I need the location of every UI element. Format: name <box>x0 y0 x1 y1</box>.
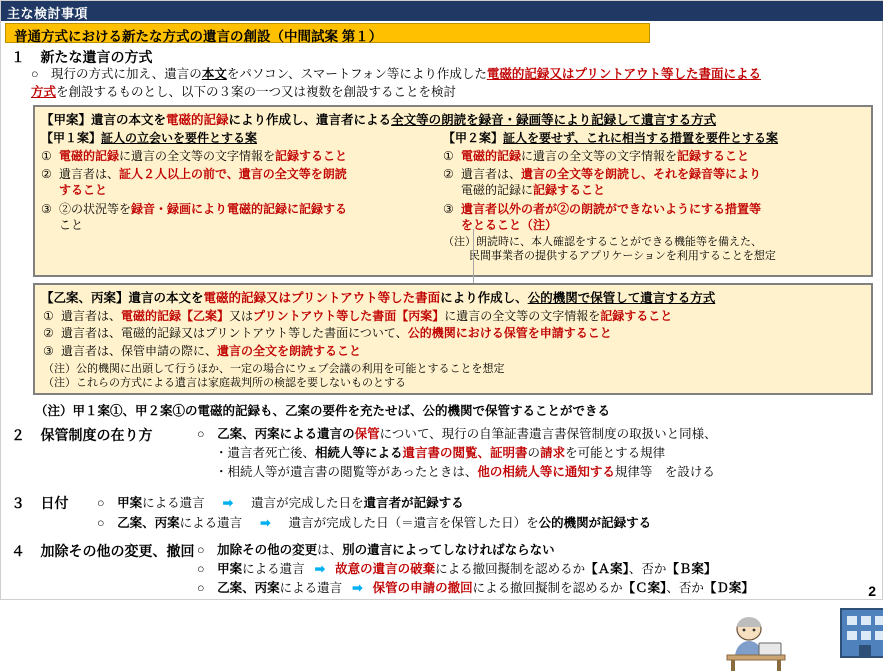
boxB-head-4: により作成し、 <box>440 291 528 305</box>
boxB-head-2: 遺言の本文を <box>128 291 204 305</box>
boxB-head-3: 電磁的記録又はプリントアウト等した書面 <box>203 291 441 305</box>
s2-b1-3: 遺言書の閲覧、証明書 <box>402 445 528 460</box>
s3-row-1 <box>97 493 877 513</box>
otsu-item-2-text <box>61 325 863 342</box>
s3-row-2-r2: 公的機関が記録する <box>538 516 652 530</box>
s2-b1-4: の <box>527 445 541 460</box>
otsu-item-1-t1: 遺言者は、 <box>61 309 122 323</box>
elderly-person-at-desk-illustration <box>725 615 787 671</box>
s4-row-1-r2: による撤回擬制を認めるか <box>435 561 586 576</box>
arrow-right-icon-2: ➡ <box>260 516 271 530</box>
s3-row-1-bullet: ○ <box>97 496 118 510</box>
boxB-head-1: 【乙案、丙案】 <box>41 291 129 305</box>
kou2-note-line-1: （注）朗読時に、本人確認をすることができる機能等を備えた、 <box>443 235 762 248</box>
s4-row-1-r3: 【Ａ案】 <box>585 561 629 576</box>
supplementary-note: （注）甲１案①、甲２案①の電磁的記録も、乙案の要件を充たせば、公的機関で保管することができる <box>35 404 611 418</box>
kou2-item-1-t1: 電磁的記録 <box>461 149 522 163</box>
s2-bullet-1 <box>197 444 877 463</box>
otsu-item-2-index: ② <box>43 326 54 341</box>
arrow-right-icon-4: ➡ <box>352 580 363 595</box>
box-kou1-column <box>35 129 439 264</box>
s4-row-1-r1: 故意の遺言の破棄 <box>335 561 436 576</box>
section-2-number: ２ <box>11 427 25 443</box>
s2-b1-6: を可能とする規律 <box>565 445 666 460</box>
s3-row-2-r1: 遺言が完成した日（＝遺言を保管した日）を <box>288 516 539 530</box>
kou2-item-3-t2: をとること（注） <box>461 217 558 232</box>
kou1-item-1-t2: に遺言の全文等の文字情報を <box>119 149 276 163</box>
kou1-item-3-t1: ②の状況等を <box>59 201 132 216</box>
kou2-item-2-t1: 遺言者は、 <box>461 167 522 182</box>
otsu-item-3-t1: 遺言者は、保管申請の際に、 <box>61 343 218 358</box>
s4-row-2-r2: による撤回擬制を認めるか <box>472 580 623 595</box>
kou2-item-1-index: ① <box>443 149 454 163</box>
public-institution-building-icon <box>835 603 883 661</box>
s4-row-2-bullet: ○ <box>197 580 218 595</box>
s4-row-1-r4: 、否か <box>628 561 667 576</box>
s2-b1-1: ・遺言者死亡後、 <box>215 445 316 460</box>
kou2-item-3-text <box>461 201 865 233</box>
kou1-item-3-t2: 録音・録画により電磁的記録に記録する <box>131 201 348 216</box>
kou1-item-2 <box>41 166 435 198</box>
boxA-head-4: により作成し、遺言者による <box>228 113 392 127</box>
boxA-head-3: 電磁的記録 <box>166 113 229 127</box>
otsu-item-2-t1: 遺言者は、電磁的記録又はプリントアウト等した書面について、 <box>61 326 408 341</box>
s4-lead-3: は、 <box>317 543 343 557</box>
boxA-head-1: 【甲案】 <box>41 113 92 127</box>
section-1-heading <box>11 47 152 67</box>
s2-b1-2: 相続人等による <box>315 445 403 460</box>
kou2-item-2-text <box>461 166 865 198</box>
arrow-right-icon-3: ➡ <box>314 561 326 576</box>
kou2-item-2 <box>443 166 865 198</box>
s2-lead-1: ○ <box>197 427 218 441</box>
s4-lead-2: 加除その他の変更 <box>217 543 318 557</box>
box-kou2-column <box>439 129 869 264</box>
kou1-item-2-index: ② <box>41 167 52 182</box>
section-3-body <box>97 493 877 533</box>
s3-row-2-l1: 乙案、丙案 <box>117 516 180 530</box>
s4-row-1-bullet: ○ <box>197 561 218 576</box>
section-1-title: 新たな遺言の方式 <box>40 49 153 65</box>
kou1-title <box>41 129 435 146</box>
s4-row-2-r5: 【Ｄ案】 <box>703 580 754 595</box>
boxB-head-5: 公的機関で保管して遺言する方式 <box>527 291 716 305</box>
s3-row-1-l2: による遺言 <box>142 496 205 510</box>
s2-bullet-2 <box>197 463 877 482</box>
section-3-number: ３ <box>11 495 25 511</box>
box-otsu-hei-an <box>33 283 873 395</box>
otsu-item-2 <box>43 325 863 342</box>
s4-row-2-l1: 乙案、丙案 <box>217 580 280 595</box>
kou2-item-3-t1: 遺言者以外の者が②の朗読ができないようにする措置等 <box>461 201 762 216</box>
otsu-item-1-t4: プリントアウト等した書面【丙案】 <box>253 309 445 323</box>
s4-row-2-l2: による遺言 <box>279 580 343 595</box>
kou2-item-1 <box>443 148 865 164</box>
section-3-heading <box>11 493 68 513</box>
kou2-note <box>443 235 865 264</box>
s4-lead-4: 別の遺言によってしなければならない <box>342 543 555 557</box>
kou1-title-1: 【甲１案】 <box>41 131 102 145</box>
s2-b2-3: 規律等 を設ける <box>614 464 715 479</box>
kou2-title-2: 証人を要せず、これに相当する措置を要件とする案 <box>503 131 779 145</box>
s1-lead-6: を創設するものとし、以下の３案の一つ又は複数を創設することを検討 <box>56 85 457 100</box>
kou1-item-1-t3: 記録すること <box>275 149 348 163</box>
s4-row-1-l2: による遺言 <box>242 561 305 576</box>
otsu-item-3-t2: 遺言の全文を朗読すること <box>217 343 362 358</box>
kou1-item-2-t2: 証人２人以上の前で、遺言の全文等を朗読 <box>119 167 347 182</box>
s4-row-2 <box>197 579 877 598</box>
kou1-title-2: 証人の立会いを要件とする案 <box>101 131 258 145</box>
s2-b2-1: ・相続人等が遺言書の閲覧等があったときは、 <box>215 464 478 479</box>
section-4-body <box>197 541 877 597</box>
kou1-item-3-t3: こと <box>59 217 84 232</box>
s4-row-2-r3: 【Ｃ案】 <box>622 580 667 595</box>
otsu-note-2: （注）これらの方式による遺言は家庭裁判所の検認を要しないものとする <box>43 377 406 390</box>
s4-row-1-r5: 【Ｂ案】 <box>666 561 717 576</box>
s2-lead <box>197 425 877 444</box>
page-number: 2 <box>868 583 876 599</box>
kou2-title <box>443 129 865 146</box>
arrow-right-icon: ➡ <box>222 496 234 510</box>
section-2-heading <box>11 425 152 445</box>
section-2-body <box>197 425 877 481</box>
kou2-item-1-t2: に遺言の全文等の文字情報を <box>521 149 678 163</box>
kou1-item-2-t3: すること <box>59 183 108 198</box>
s4-row-2-r4: 、否か <box>666 580 704 595</box>
s2-lead-2: 乙案、丙案による遺言の <box>217 427 355 441</box>
otsu-note-1: （注）公的機関に出頭して行うほか、一定の場合にウェブ会議の利用を可能とすることを想定 <box>43 363 505 376</box>
s1-lead-1: ○ 現行の方式に加え、遺言の <box>31 67 202 81</box>
s1-lead-4: 電磁的記録又はプリントアウト等した書面による <box>486 67 761 81</box>
box-otsu-hei-heading <box>35 285 871 308</box>
s2-lead-3: 保管 <box>354 427 380 441</box>
boxA-head-2: 遺言の本文を <box>91 113 167 127</box>
kou2-item-3-index: ③ <box>443 201 454 216</box>
section-1-number: １ <box>11 49 25 65</box>
otsu-item-2-t2: 公的機関における保管を申請すること <box>407 326 612 341</box>
s3-row-2-l2: による遺言 <box>179 516 243 530</box>
s4-row-1-l1: 甲案 <box>217 561 243 576</box>
s1-lead-3: をパソコン、スマートフォン等により作成した <box>226 67 487 81</box>
kou2-item-2-t2: 遺言の全文等を朗読し、それを録音等により <box>521 167 762 182</box>
kou1-item-3-text <box>59 201 435 233</box>
otsu-item-1-text <box>61 308 863 325</box>
s1-lead-5: 方式 <box>31 85 57 100</box>
kou1-item-1 <box>41 148 435 164</box>
kou1-item-1-t1: 電磁的記録 <box>59 149 120 163</box>
s3-row-2-bullet: ○ <box>97 516 118 530</box>
page-title: 主な検討事項 <box>1 1 883 21</box>
kou2-item-1-t3: 記録すること <box>677 149 750 163</box>
kou2-note-line-2: 民間事業者の提供するアプリケーションを利用することを想定 <box>469 250 776 263</box>
kou2-item-1-text <box>461 148 865 164</box>
kou2-item-2-t3: 電磁的記録に <box>461 183 534 198</box>
section-3-title: 日付 <box>40 495 69 511</box>
kou2-title-1: 【甲２案】 <box>443 131 504 145</box>
kou1-item-3-index: ③ <box>41 201 52 216</box>
s3-row-2 <box>97 513 877 533</box>
kou1-item-1-text <box>59 148 435 164</box>
otsu-item-3 <box>43 343 863 360</box>
kou1-item-2-t1: 遺言者は、 <box>59 167 120 182</box>
otsu-item-3-text <box>61 343 863 360</box>
kou1-item-3 <box>41 201 435 233</box>
section-4-title: 加除その他の変更、撤回 <box>40 543 195 559</box>
box-kou-an-heading <box>35 107 871 129</box>
otsu-item-1-index: ① <box>43 309 54 323</box>
s4-lead <box>197 541 877 560</box>
page-subtitle: 普通方式における新たな方式の遺言の創設（中間試案 第１） <box>5 23 650 43</box>
section-1-lead <box>31 65 877 101</box>
s3-row-1-r2: 遺言者が記録する <box>363 496 464 510</box>
section-4-number: ４ <box>11 543 25 559</box>
otsu-item-3-index: ③ <box>43 343 54 358</box>
s3-row-1-r1: 遺言が完成した日を <box>251 496 364 510</box>
s2-b2-2: 他の相続人等に通知する <box>477 464 615 479</box>
s4-lead-1: ○ <box>197 543 218 557</box>
s2-lead-4: について、現行の自筆証書遺言書保管制度の取扱いと同様、 <box>379 427 717 441</box>
s3-row-1-l1: 甲案 <box>117 496 143 510</box>
section-2-title: 保管制度の在り方 <box>40 427 153 443</box>
otsu-item-1-t5: に遺言の全文等の文字情報を <box>444 309 601 323</box>
kou2-item-3 <box>443 201 865 233</box>
s1-lead-2: 本文 <box>201 67 227 81</box>
s2-b1-5: 請求 <box>540 445 566 460</box>
s4-row-2-r1: 保管の申請の撤回 <box>372 580 473 595</box>
kou1-item-1-index: ① <box>41 149 52 163</box>
s4-row-1 <box>197 560 877 579</box>
kou2-item-2-t4: 記録すること <box>533 183 606 198</box>
boxA-head-5: 全文等の朗読を録音・録画等により記録して遺言する方式 <box>391 113 717 127</box>
otsu-item-1-t2: 電磁的記録【乙案】 <box>121 309 230 323</box>
otsu-item-1-t3: 又は <box>229 309 254 323</box>
box-kou-an <box>33 105 873 277</box>
kou1-item-2-text <box>59 166 435 198</box>
section-4-heading <box>11 541 194 561</box>
box-otsu-hei-body <box>35 308 871 391</box>
kou2-item-2-index: ② <box>443 167 454 182</box>
otsu-item-1 <box>43 308 863 325</box>
otsu-item-1-t6: 記録すること <box>600 309 673 323</box>
